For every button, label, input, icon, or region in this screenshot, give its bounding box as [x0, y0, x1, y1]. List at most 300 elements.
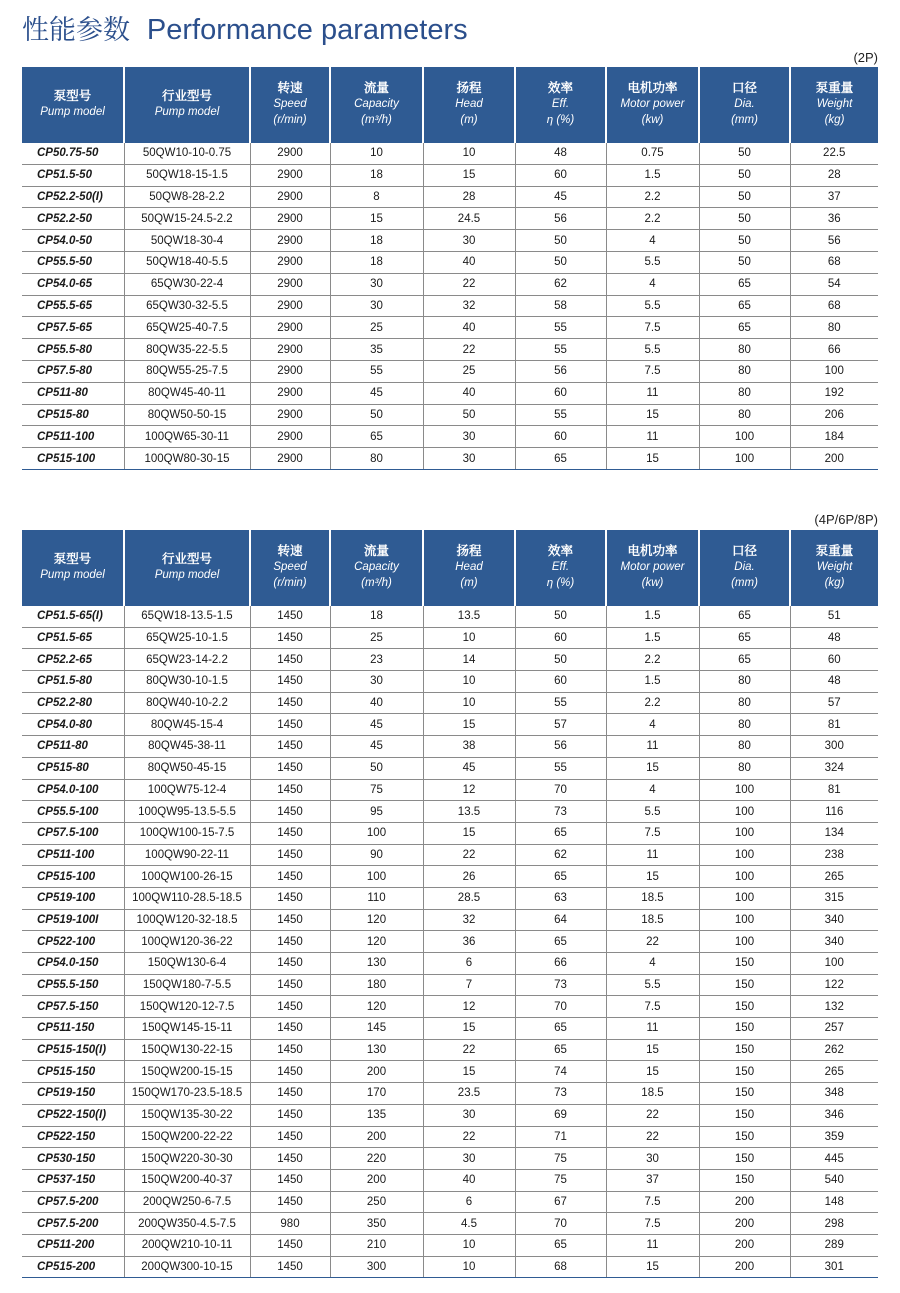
cell-motor-power: 4: [606, 273, 699, 295]
column-header-cn: 泵重量: [815, 543, 854, 558]
cell-efficiency: 55: [515, 317, 606, 339]
cell-speed: 2900: [250, 295, 330, 317]
column-header-unit: (kw): [641, 577, 664, 589]
cell-industry-model: 100QW120-32-18.5: [124, 909, 250, 931]
cell-speed: 1450: [250, 757, 330, 779]
cell-efficiency: 48: [515, 142, 606, 164]
cell-speed: 2900: [250, 142, 330, 164]
cell-pump-model: CP57.5-200: [22, 1213, 124, 1235]
column-header-motor-power: [606, 67, 699, 142]
cell-speed: 2900: [250, 317, 330, 339]
cell-pump-model: CP51.5-65: [22, 627, 124, 649]
cell-efficiency: 70: [515, 779, 606, 801]
table-header-row: [22, 530, 878, 605]
cell-head: 22: [423, 1039, 515, 1061]
cell-diameter: 100: [699, 448, 790, 470]
cell-diameter: 80: [699, 339, 790, 361]
cell-motor-power: 18.5: [606, 1083, 699, 1105]
cell-motor-power: 22: [606, 1104, 699, 1126]
cell-speed: 2900: [250, 339, 330, 361]
pole-label-4p: (4P/6P/8P): [814, 512, 878, 527]
column-header-efficiency: [515, 67, 606, 142]
cell-head: 45: [423, 757, 515, 779]
cell-head: 15: [423, 714, 515, 736]
cell-speed: 1450: [250, 1126, 330, 1148]
column-header-en: Pump model: [154, 569, 220, 581]
table-row: [22, 671, 878, 693]
cell-pump-model: CP55.5-100: [22, 801, 124, 823]
cell-weight: 100: [790, 360, 878, 382]
cell-motor-power: 2.2: [606, 692, 699, 714]
cell-speed: 1450: [250, 1234, 330, 1256]
cell-pump-model: CP54.0-50: [22, 230, 124, 252]
cell-diameter: 100: [699, 866, 790, 888]
cell-pump-model: CP52.2-65: [22, 649, 124, 671]
cell-weight: 100: [790, 953, 878, 975]
cell-industry-model: 65QW23-14-2.2: [124, 649, 250, 671]
cell-speed: 980: [250, 1213, 330, 1235]
cell-pump-model: CP519-150: [22, 1083, 124, 1105]
table-row: [22, 779, 878, 801]
cell-speed: 1450: [250, 996, 330, 1018]
cell-diameter: 65: [699, 295, 790, 317]
cell-motor-power: 1.5: [606, 605, 699, 627]
column-header-en: Head: [455, 561, 483, 573]
table-row: [22, 996, 878, 1018]
cell-capacity: 350: [330, 1213, 423, 1235]
cell-capacity: 25: [330, 627, 423, 649]
table-row: [22, 1018, 878, 1040]
cell-diameter: 65: [699, 649, 790, 671]
cell-motor-power: 18.5: [606, 887, 699, 909]
cell-efficiency: 50: [515, 605, 606, 627]
cell-industry-model: 80QW50-50-15: [124, 404, 250, 426]
cell-industry-model: 65QW25-40-7.5: [124, 317, 250, 339]
cell-motor-power: 7.5: [606, 822, 699, 844]
cell-capacity: 145: [330, 1018, 423, 1040]
cell-pump-model: CP57.5-65: [22, 317, 124, 339]
cell-efficiency: 55: [515, 757, 606, 779]
cell-speed: 1450: [250, 714, 330, 736]
cell-head: 22: [423, 844, 515, 866]
cell-diameter: 80: [699, 714, 790, 736]
cell-weight: 315: [790, 887, 878, 909]
cell-efficiency: 50: [515, 251, 606, 273]
column-header-en: Dia.: [734, 561, 755, 573]
cell-industry-model: 50QW18-40-5.5: [124, 251, 250, 273]
cell-pump-model: CP515-150(I): [22, 1039, 124, 1061]
cell-head: 4.5: [423, 1213, 515, 1235]
cell-pump-model: CP522-150(I): [22, 1104, 124, 1126]
cell-weight: 265: [790, 866, 878, 888]
cell-diameter: 100: [699, 844, 790, 866]
column-header-unit: η (%): [546, 114, 575, 126]
column-header-unit: (m): [460, 577, 478, 589]
cell-weight: 301: [790, 1256, 878, 1278]
cell-weight: 340: [790, 909, 878, 931]
cell-motor-power: 15: [606, 1039, 699, 1061]
cell-weight: 116: [790, 801, 878, 823]
cell-pump-model: CP522-100: [22, 931, 124, 953]
cell-motor-power: 5.5: [606, 974, 699, 996]
cell-weight: 265: [790, 1061, 878, 1083]
cell-industry-model: 100QW90-22-11: [124, 844, 250, 866]
cell-efficiency: 70: [515, 996, 606, 1018]
cell-motor-power: 1.5: [606, 164, 699, 186]
table-row: [22, 1169, 878, 1191]
column-header-unit: (kw): [641, 114, 664, 126]
cell-head: 38: [423, 736, 515, 758]
column-header-head: [423, 67, 515, 142]
cell-pump-model: CP511-100: [22, 426, 124, 448]
cell-speed: 1450: [250, 974, 330, 996]
cell-pump-model: CP515-200: [22, 1256, 124, 1278]
cell-speed: 1450: [250, 844, 330, 866]
cell-head: 22: [423, 273, 515, 295]
cell-motor-power: 18.5: [606, 909, 699, 931]
cell-pump-model: CP511-200: [22, 1234, 124, 1256]
cell-speed: 2900: [250, 208, 330, 230]
pole-label-2p: (2P): [853, 50, 878, 65]
cell-industry-model: 100QW100-15-7.5: [124, 822, 250, 844]
cell-weight: 56: [790, 230, 878, 252]
cell-pump-model: CP55.5-150: [22, 974, 124, 996]
table-row: [22, 360, 878, 382]
column-header-cn: 扬程: [456, 543, 482, 558]
cell-weight: 36: [790, 208, 878, 230]
cell-industry-model: 50QW18-15-1.5: [124, 164, 250, 186]
cell-capacity: 45: [330, 714, 423, 736]
cell-speed: 1450: [250, 1148, 330, 1170]
cell-industry-model: 80QW55-25-7.5: [124, 360, 250, 382]
cell-diameter: 50: [699, 251, 790, 273]
cell-head: 10: [423, 692, 515, 714]
cell-motor-power: 4: [606, 714, 699, 736]
column-header-pump-model: [22, 530, 124, 605]
column-header-speed: [250, 530, 330, 605]
cell-motor-power: 0.75: [606, 142, 699, 164]
cell-motor-power: 11: [606, 426, 699, 448]
cell-capacity: 200: [330, 1126, 423, 1148]
cell-speed: 2900: [250, 404, 330, 426]
cell-industry-model: 150QW200-40-37: [124, 1169, 250, 1191]
column-header-en: Speed: [273, 561, 307, 573]
cell-diameter: 150: [699, 1061, 790, 1083]
cell-diameter: 200: [699, 1213, 790, 1235]
cell-motor-power: 5.5: [606, 801, 699, 823]
cell-capacity: 130: [330, 953, 423, 975]
cell-capacity: 75: [330, 779, 423, 801]
column-header-en: Head: [455, 98, 483, 110]
cell-capacity: 120: [330, 931, 423, 953]
table-row: [22, 974, 878, 996]
cell-head: 10: [423, 671, 515, 693]
cell-pump-model: CP511-80: [22, 736, 124, 758]
cell-pump-model: CP515-150: [22, 1061, 124, 1083]
cell-capacity: 100: [330, 822, 423, 844]
cell-capacity: 170: [330, 1083, 423, 1105]
cell-weight: 60: [790, 649, 878, 671]
cell-motor-power: 4: [606, 779, 699, 801]
cell-diameter: 50: [699, 208, 790, 230]
cell-speed: 1450: [250, 605, 330, 627]
cell-efficiency: 68: [515, 1256, 606, 1278]
cell-efficiency: 73: [515, 1083, 606, 1105]
cell-efficiency: 64: [515, 909, 606, 931]
table-row: [22, 736, 878, 758]
cell-diameter: 200: [699, 1256, 790, 1278]
cell-pump-model: CP57.5-80: [22, 360, 124, 382]
cell-industry-model: 150QW200-22-22: [124, 1126, 250, 1148]
cell-diameter: 150: [699, 953, 790, 975]
cell-head: 30: [423, 448, 515, 470]
cell-efficiency: 60: [515, 627, 606, 649]
cell-weight: 57: [790, 692, 878, 714]
table-row: [22, 649, 878, 671]
cell-industry-model: 100QW80-30-15: [124, 448, 250, 470]
table-row: [22, 1061, 878, 1083]
column-header-industry-model: [124, 67, 250, 142]
cell-capacity: 18: [330, 230, 423, 252]
cell-motor-power: 11: [606, 736, 699, 758]
cell-head: 30: [423, 1104, 515, 1126]
table-row: [22, 1083, 878, 1105]
cell-speed: 1450: [250, 1083, 330, 1105]
cell-capacity: 18: [330, 605, 423, 627]
cell-head: 10: [423, 1256, 515, 1278]
cell-capacity: 90: [330, 844, 423, 866]
table-row: [22, 1191, 878, 1213]
table-row: [22, 801, 878, 823]
cell-efficiency: 75: [515, 1148, 606, 1170]
cell-weight: 68: [790, 251, 878, 273]
cell-industry-model: 80QW40-10-2.2: [124, 692, 250, 714]
cell-efficiency: 45: [515, 186, 606, 208]
cell-weight: 81: [790, 779, 878, 801]
cell-pump-model: CP51.5-50: [22, 164, 124, 186]
cell-diameter: 200: [699, 1191, 790, 1213]
cell-diameter: 150: [699, 1104, 790, 1126]
column-header-cn: 泵型号: [53, 88, 92, 103]
cell-capacity: 8: [330, 186, 423, 208]
cell-motor-power: 11: [606, 382, 699, 404]
cell-capacity: 135: [330, 1104, 423, 1126]
cell-diameter: 100: [699, 887, 790, 909]
cell-weight: 132: [790, 996, 878, 1018]
cell-industry-model: 80QW30-10-1.5: [124, 671, 250, 693]
cell-speed: 2900: [250, 164, 330, 186]
cell-capacity: 15: [330, 208, 423, 230]
cell-weight: 298: [790, 1213, 878, 1235]
cell-pump-model: CP522-150: [22, 1126, 124, 1148]
cell-industry-model: 200QW250-6-7.5: [124, 1191, 250, 1213]
cell-efficiency: 55: [515, 692, 606, 714]
cell-efficiency: 65: [515, 448, 606, 470]
table-row: [22, 230, 878, 252]
cell-diameter: 100: [699, 779, 790, 801]
cell-diameter: 50: [699, 164, 790, 186]
cell-head: 13.5: [423, 605, 515, 627]
cell-weight: 340: [790, 931, 878, 953]
column-header-en: Pump model: [154, 106, 220, 118]
column-header-pump-model: [22, 67, 124, 142]
cell-pump-model: CP57.5-150: [22, 996, 124, 1018]
cell-speed: 1450: [250, 649, 330, 671]
cell-pump-model: CP50.75-50: [22, 142, 124, 164]
cell-efficiency: 60: [515, 164, 606, 186]
cell-capacity: 55: [330, 360, 423, 382]
cell-diameter: 150: [699, 1148, 790, 1170]
column-header-motor-power: [606, 530, 699, 605]
cell-capacity: 30: [330, 295, 423, 317]
cell-head: 22: [423, 339, 515, 361]
cell-capacity: 23: [330, 649, 423, 671]
cell-weight: 445: [790, 1148, 878, 1170]
cell-industry-model: 150QW130-6-4: [124, 953, 250, 975]
cell-diameter: 65: [699, 627, 790, 649]
cell-speed: 2900: [250, 382, 330, 404]
table-row: [22, 1039, 878, 1061]
cell-industry-model: 50QW18-30-4: [124, 230, 250, 252]
table-row: [22, 866, 878, 888]
cell-speed: 2900: [250, 273, 330, 295]
cell-speed: 1450: [250, 627, 330, 649]
cell-head: 40: [423, 1169, 515, 1191]
cell-head: 6: [423, 1191, 515, 1213]
cell-capacity: 120: [330, 996, 423, 1018]
cell-weight: 51: [790, 605, 878, 627]
cell-efficiency: 66: [515, 953, 606, 975]
cell-head: 24.5: [423, 208, 515, 230]
column-header-en: Pump model: [40, 569, 105, 581]
cell-capacity: 180: [330, 974, 423, 996]
column-header-cn: 口径: [731, 80, 757, 95]
cell-diameter: 50: [699, 186, 790, 208]
performance-table-4p-6p-8p: [22, 530, 878, 1278]
cell-industry-model: 200QW210-10-11: [124, 1234, 250, 1256]
cell-motor-power: 15: [606, 757, 699, 779]
cell-head: 25: [423, 360, 515, 382]
cell-industry-model: 150QW170-23.5-18.5: [124, 1083, 250, 1105]
cell-motor-power: 11: [606, 844, 699, 866]
cell-speed: 2900: [250, 426, 330, 448]
cell-speed: 1450: [250, 1018, 330, 1040]
cell-diameter: 65: [699, 605, 790, 627]
cell-pump-model: CP537-150: [22, 1169, 124, 1191]
cell-efficiency: 73: [515, 801, 606, 823]
cell-pump-model: CP54.0-150: [22, 953, 124, 975]
cell-weight: 192: [790, 382, 878, 404]
cell-motor-power: 5.5: [606, 339, 699, 361]
cell-weight: 68: [790, 295, 878, 317]
cell-industry-model: 150QW200-15-15: [124, 1061, 250, 1083]
cell-head: 15: [423, 1061, 515, 1083]
cell-pump-model: CP52.2-50(I): [22, 186, 124, 208]
cell-motor-power: 15: [606, 1061, 699, 1083]
table-row: [22, 317, 878, 339]
cell-speed: 1450: [250, 801, 330, 823]
cell-head: 22: [423, 1126, 515, 1148]
cell-pump-model: CP55.5-65: [22, 295, 124, 317]
column-header-cn: 流量: [363, 80, 389, 95]
table-row: [22, 142, 878, 164]
table-row: [22, 426, 878, 448]
table-row: [22, 339, 878, 361]
column-header-en: Dia.: [734, 98, 755, 110]
cell-efficiency: 60: [515, 671, 606, 693]
column-header-en: Capacity: [354, 561, 399, 573]
cell-pump-model: CP515-100: [22, 866, 124, 888]
cell-speed: 1450: [250, 692, 330, 714]
cell-industry-model: 80QW45-15-4: [124, 714, 250, 736]
cell-pump-model: CP515-80: [22, 757, 124, 779]
cell-efficiency: 56: [515, 208, 606, 230]
cell-motor-power: 2.2: [606, 208, 699, 230]
cell-head: 32: [423, 295, 515, 317]
column-header-capacity: [330, 67, 423, 142]
cell-weight: 348: [790, 1083, 878, 1105]
cell-motor-power: 15: [606, 448, 699, 470]
column-header-en: Pump model: [40, 106, 105, 118]
cell-industry-model: 200QW300-10-15: [124, 1256, 250, 1278]
cell-speed: 1450: [250, 1039, 330, 1061]
table-row: [22, 208, 878, 230]
cell-efficiency: 63: [515, 887, 606, 909]
cell-head: 13.5: [423, 801, 515, 823]
cell-speed: 2900: [250, 230, 330, 252]
column-header-cn: 转速: [277, 80, 303, 95]
column-header-cn: 电机功率: [627, 80, 678, 95]
cell-capacity: 30: [330, 273, 423, 295]
cell-industry-model: 65QW18-13.5-1.5: [124, 605, 250, 627]
cell-motor-power: 22: [606, 931, 699, 953]
table-row: [22, 295, 878, 317]
cell-capacity: 50: [330, 404, 423, 426]
cell-speed: 1450: [250, 736, 330, 758]
cell-capacity: 130: [330, 1039, 423, 1061]
cell-weight: 22.5: [790, 142, 878, 164]
cell-capacity: 65: [330, 426, 423, 448]
cell-pump-model: CP511-80: [22, 382, 124, 404]
cell-capacity: 18: [330, 251, 423, 273]
cell-motor-power: 7.5: [606, 996, 699, 1018]
cell-efficiency: 65: [515, 931, 606, 953]
cell-motor-power: 1.5: [606, 627, 699, 649]
cell-industry-model: 100QW95-13.5-5.5: [124, 801, 250, 823]
cell-head: 28.5: [423, 887, 515, 909]
table-row: [22, 1104, 878, 1126]
cell-diameter: 50: [699, 142, 790, 164]
column-header-capacity: [330, 530, 423, 605]
table-row: [22, 448, 878, 470]
cell-capacity: 95: [330, 801, 423, 823]
cell-efficiency: 75: [515, 1169, 606, 1191]
cell-speed: 1450: [250, 909, 330, 931]
cell-efficiency: 60: [515, 382, 606, 404]
cell-speed: 1450: [250, 671, 330, 693]
column-header-diameter: [699, 530, 790, 605]
column-header-en: Weight: [816, 561, 853, 573]
cell-industry-model: 50QW10-10-0.75: [124, 142, 250, 164]
cell-motor-power: 7.5: [606, 1213, 699, 1235]
cell-capacity: 18: [330, 164, 423, 186]
cell-diameter: 80: [699, 757, 790, 779]
column-header-unit: (m³/h): [361, 577, 392, 589]
table-row: [22, 251, 878, 273]
cell-weight: 359: [790, 1126, 878, 1148]
cell-weight: 48: [790, 671, 878, 693]
cell-diameter: 80: [699, 404, 790, 426]
